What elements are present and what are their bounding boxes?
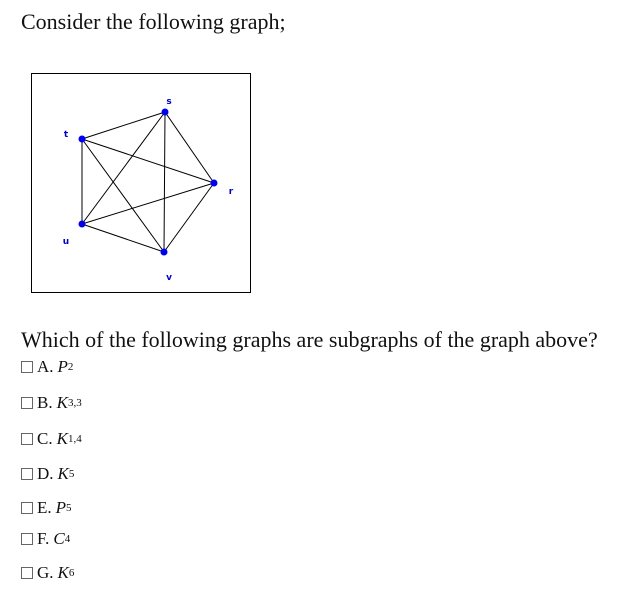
option-d-letter: D. — [37, 464, 54, 483]
graph-svg — [32, 74, 250, 292]
option-b-symbol: K — [56, 393, 68, 412]
option-g-letter: G. — [37, 563, 54, 582]
option-g[interactable] — [21, 563, 74, 583]
option-f-subscript: 4 — [64, 533, 71, 545]
option-a-checkbox[interactable] — [21, 361, 33, 373]
graph-edge-r-v — [164, 183, 214, 252]
option-e-symbol: P — [55, 498, 67, 517]
option-f[interactable] — [21, 529, 70, 549]
graph-node-s — [162, 109, 169, 116]
option-a-letter: A. — [37, 357, 54, 376]
option-e[interactable] — [21, 498, 72, 518]
graph-node-v — [161, 249, 168, 256]
graph-edge-v-t — [82, 139, 164, 252]
graph-node-label-v: v — [166, 273, 172, 283]
graph-edge-s-t — [82, 112, 165, 139]
option-d-subscript: 5 — [68, 468, 75, 480]
option-e-subscript: 5 — [66, 502, 72, 514]
option-d[interactable] — [21, 464, 74, 484]
option-f-letter: F. — [37, 529, 50, 548]
option-c-checkbox[interactable] — [21, 433, 33, 445]
option-c-letter: C. — [37, 429, 53, 448]
option-g-symbol: K — [57, 563, 69, 582]
graph-edge-r-t — [82, 139, 214, 183]
graph-node-label-s: s — [166, 97, 172, 107]
option-d-symbol: K — [57, 464, 69, 483]
option-a-symbol: P — [57, 357, 68, 376]
option-c-subscript: 1,4 — [67, 433, 82, 445]
graph-node-t — [79, 136, 86, 143]
option-f-symbol: C — [53, 529, 65, 548]
option-b-letter: B. — [37, 393, 53, 412]
graph-edge-s-u — [82, 112, 165, 224]
option-a[interactable] — [21, 357, 73, 377]
graph-figure — [31, 73, 251, 293]
option-e-checkbox[interactable] — [21, 502, 33, 514]
option-c-symbol: K — [56, 429, 68, 448]
graph-node-r — [211, 180, 218, 187]
graph-edge-s-r — [165, 112, 214, 183]
option-a-subscript: 2 — [67, 361, 74, 373]
option-c[interactable] — [21, 429, 82, 449]
graph-edge-r-u — [82, 183, 214, 224]
graph-node-u — [79, 221, 86, 228]
option-e-letter: E. — [37, 498, 52, 517]
graph-node-label-t: t — [63, 130, 69, 140]
option-b-checkbox[interactable] — [21, 397, 33, 409]
option-g-subscript: 6 — [68, 567, 75, 579]
option-b-subscript: 3,3 — [67, 397, 82, 409]
option-d-checkbox[interactable] — [21, 468, 33, 480]
graph-node-label-r: r — [228, 187, 234, 197]
option-f-checkbox[interactable] — [21, 533, 33, 545]
graph-node-label-u: u — [62, 237, 70, 247]
option-g-checkbox[interactable] — [21, 567, 33, 579]
graph-edge-s-v — [164, 112, 165, 252]
graph-edge-v-u — [82, 224, 164, 252]
option-b[interactable] — [21, 393, 82, 413]
intro-text: Consider the following graph; — [21, 9, 286, 34]
question-text: Which of the following graphs are subgraphs of the graph above? — [21, 327, 598, 352]
